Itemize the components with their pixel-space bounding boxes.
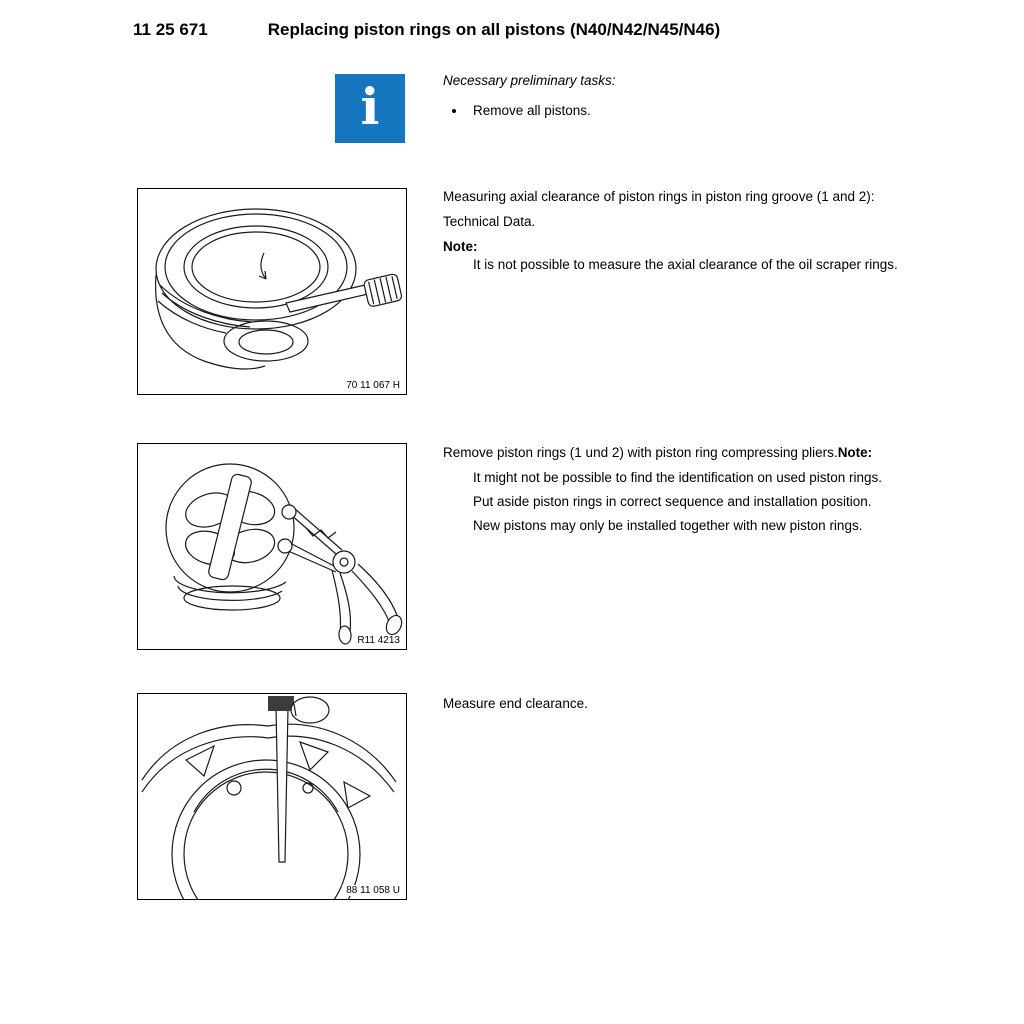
preliminary-list (443, 102, 948, 120)
section-2-text (443, 444, 948, 541)
page-title: Replacing piston rings on all pistons (N40/N42/N45/N46) (267, 20, 721, 39)
section-3-text (443, 695, 948, 720)
doc-number: 11 25 671 (133, 20, 208, 39)
note-block (473, 256, 948, 274)
paragraph (443, 444, 948, 462)
preliminary-tasks-block (443, 72, 948, 120)
note-text: Put aside piston rings in correct sequence and installation position. (473, 494, 872, 509)
list-item: • Remove all pistons. (467, 102, 948, 120)
note-text: It might not be possible to find the identification on used piston rings. (473, 470, 883, 485)
paragraph: Measuring axial clearance of piston rings in piston ring groove (1 and 2): (443, 189, 875, 204)
note-block (473, 469, 948, 535)
paragraph: Technical Data. (443, 214, 536, 229)
note-text: It is not possible to measure the axial clearance of the oil scraper rings. (473, 257, 898, 272)
paragraph-text: Remove piston rings (1 und 2) with piston ring compressing pliers. (443, 445, 838, 460)
note-label: Note: (443, 239, 478, 254)
end-clearance-gauge-drawing (138, 694, 406, 899)
piston-feeler-gauge-drawing (138, 189, 406, 394)
figure-measure-end-clearance (137, 693, 407, 900)
figure-caption: R11 4213 (353, 635, 400, 646)
piston-ring-pliers-drawing (138, 444, 406, 649)
section-1-text (443, 188, 948, 280)
page-header (133, 20, 720, 40)
preliminary-heading: Necessary preliminary tasks: (443, 73, 616, 88)
info-icon-glyph: i (360, 76, 380, 136)
info-icon (335, 74, 405, 143)
note-label: Note: (837, 445, 873, 460)
figure-caption: 88 11 058 U (342, 885, 400, 896)
paragraph: Measure end clearance. (443, 696, 588, 711)
figure-caption: 70 11 067 H (342, 380, 400, 391)
figure-piston-axial-clearance (137, 188, 407, 395)
figure-piston-ring-pliers (137, 443, 407, 650)
note-text: New pistons may only be installed together with new piston rings. (473, 518, 863, 533)
